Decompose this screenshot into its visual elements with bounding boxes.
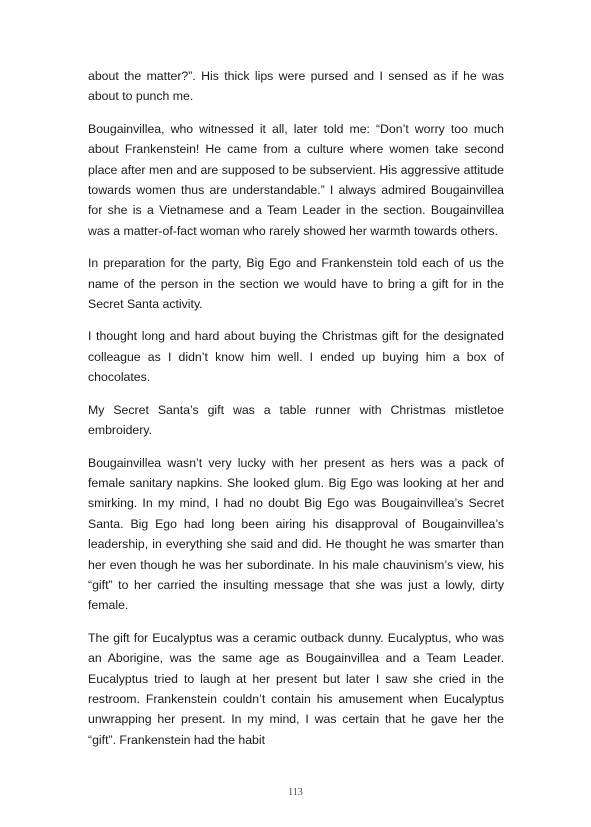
page-number: 113 — [288, 787, 303, 798]
paragraph: Bougainvillea, who witnessed it all, later told me: “Don’t worry too much about Frankenstein! He came from a culture where women take second place after men and are supposed to be subservient. His aggressive attitude towards women thus are understandable.” I always admired Bougainvillea for she is a Vietnamese and a Team Leader in the section. Bougainvillea was a matter-of-fact woman who rarely showed her warmth towards others. — [88, 121, 504, 238]
paragraph: The gift for Eucalyptus was a ceramic outback dunny. Eucalyptus, who was an Aborigine, was the same age as Bougainvillea and a Team Leader. Eucalyptus tried to laugh at her present but later I saw she cried in the restroom. Frankenstein couldn’t contain his amusement when Eucalyptus unwrapping her present. In my mind, I was certain that he gave her the “gift”. Frankenstein had the habit — [88, 630, 504, 747]
paragraph: In preparation for the party, Big Ego and Frankenstein told each of us the name of the person in the section we would have to bring a gift for in the Secret Santa activity. — [88, 256, 504, 312]
paragraph: My Secret Santa’s gift was a table runner with Christmas mistletoe embroidery. — [88, 402, 504, 438]
paragraph: I thought long and hard about buying the Christmas gift for the designated colleague as I didn’t know him well. I ended up buying him a box of chocolates. — [88, 329, 504, 385]
body-text — [88, 66, 504, 762]
paragraph: about the matter?”. His thick lips were pursed and I sensed as if he was about to punch me. — [88, 69, 504, 104]
paragraph: Bougainvillea wasn’t very lucky with her present as hers was a pack of female sanitary napkins. She looked glum. Big Ego was looking at her and smirking. In my mind, I had no doubt Big Ego was Bougainvillea’s Secret Santa. Big Ego had long been airing his disapproval of Bougainvillea’s leadership, in everything she said and did. He thought he was smarter than her even though he was her subordinate. In his male chauvinism’s view, his “gift” to her carried the insulting message that she was just a lowly, dirty female. — [88, 455, 504, 613]
